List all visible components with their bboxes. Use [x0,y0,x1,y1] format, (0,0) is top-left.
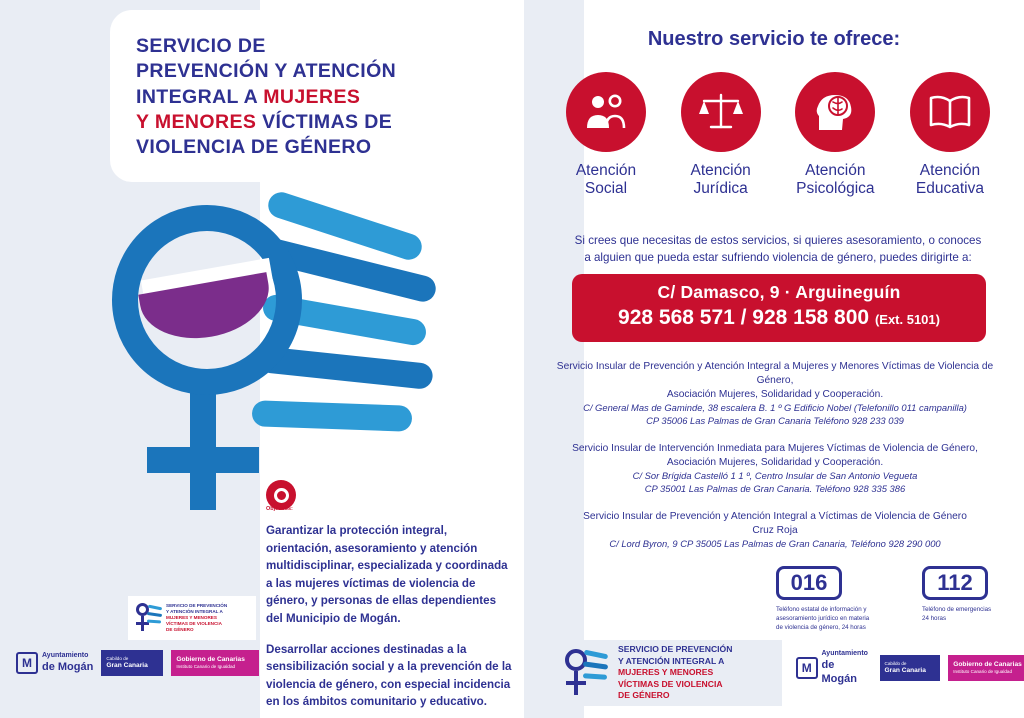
title-line-2: PREVENCIÓN Y ATENCIÓN [136,60,397,83]
contact-box [572,274,986,342]
service-item-juridica [667,72,775,199]
service-logo-right-line-1: SERVICIO DE PREVENCIÓN [618,644,733,655]
organizations-list [544,360,1006,565]
lead-line-2: a alguien que pueda estar sufriendo violencia de género, puedes dirigirte a: [584,251,972,265]
emergency-016-line-2: asesoramiento jurídico en materia [776,614,870,622]
service-item-educativa [896,72,1004,199]
mogan-logo-text [42,652,93,675]
service-logo-left-line-1: SERVICIO DE PREVENCIÓN [166,602,228,608]
service-label-social-1: Atención [575,162,637,179]
title-line-4 [136,110,430,135]
cabildo-line-2: Gran Canaria [106,661,148,669]
logo-gobierno-canarias-right [948,655,1024,681]
service-label-social [552,162,660,199]
service-logo-left-line-5: DE GÉNERO [166,627,194,633]
mogan-line-2: de Mogán [42,660,94,673]
mogan-mark-icon: M [16,652,38,674]
service-logo-right-line-2: Y ATENCIÓN INTEGRAL A [618,655,725,666]
service-item-social [552,72,660,199]
gobcan-right-line-2: Instituto Canario de Igualdad [953,669,1013,675]
open-book-icon [910,72,990,152]
logo-cabildo-gran-canaria-right [880,655,941,681]
org-2-addr-line-1: C/ Sor Brígida Castelló 1 1 º, Centro Insular de San Antonio Vegueta [632,470,918,482]
contact-phone-numbers: 928 568 571 / 928 158 800 [618,306,870,329]
service-symbol-icon [134,601,162,635]
mogan-mark-icon-right: M [796,657,818,679]
service-logo-left-line-2: Y ATENCIÓN INTEGRAL A [166,608,223,614]
service-label-psicologica-2: Psicológica [796,180,875,198]
lead-paragraph [568,232,988,267]
emergency-112-line-1: Teléfono de emergencias [922,606,992,613]
cabildo-right-line-2: Gran Canaria [884,666,926,674]
emergency-016-line-1: Teléfono estatal de información y [776,606,867,613]
cabildo-line-1: Cabildo de [106,656,129,662]
gobcan-line-2: Instituto Canario de Igualdad [176,664,236,670]
venus-cross [147,447,259,473]
org-3-name-line-2: Cruz Roja [752,525,798,537]
people-icon [566,72,646,152]
objective-2: Desarrollar acciones destinadas a la sensibilización social y a la prevención de la violencia de género, con especial incidencia en los ámbitos comunitario y educativo. [266,642,512,709]
service-logo-right-line-3: MUJERES Y MENORES [618,667,714,678]
objective-1: Garantizar la protección integral, orientación, asesoramiento y atención multidisciplinar, especializada y coordinada a las mujeres víctimas de violencia de género, y personas de ellas dependientes del Municipio de Mogán. [266,524,508,626]
service-label-educativa [896,162,1004,199]
scales-icon [681,72,761,152]
target-ring-icon [274,488,289,503]
title-line-4-highlight: Y MENORES [136,111,257,134]
objectives-text [266,522,512,711]
emergency-item-016 [776,566,886,633]
emergency-numbers [776,566,1024,633]
right-panel [524,0,1024,718]
offer-title: Nuestro servicio te ofrece: [647,28,901,50]
service-label-juridica [667,162,775,199]
title-line-5: VIOLENCIA DE GÉNERO [136,136,372,159]
org-1-name-line-1: Servicio Insular de Prevención y Atención Integral a Mujeres y Menores Víctimas de Violencia de Género, [556,361,994,387]
mogan-line-1: Ayuntamiento [42,651,89,659]
mogan-logo-text-right [822,650,872,686]
org-2-name-line-2: Asociación Mujeres, Solidaridad y Cooperación. [666,457,884,469]
head-brain-icon [795,72,875,152]
service-logo-right [552,640,782,706]
emergency-016-line-3: de violencia de género, 24 horas [776,623,866,631]
org-1-name-line-2: Asociación Mujeres, Solidaridad y Cooperación. [666,389,884,401]
logo-gobierno-canarias [171,650,259,676]
gobcan-right-line-1: Gobierno de Canarias [953,661,1022,669]
title-card [110,10,450,182]
logo-ayuntamiento-mogan [16,652,93,675]
venus-symbol-graphic [90,195,430,525]
service-symbol-icon-large [562,646,608,700]
org-1-addr-line-2: CP 35006 Las Palmas de Gran Canaria Teléfono 928 233 039 [646,415,904,427]
service-logo-right-line-5: DE GÉNERO [618,690,670,701]
institution-logos-right [796,650,1024,686]
organization-item-2 [544,442,1006,496]
service-label-psicologica [781,162,889,199]
service-logo-left-line-4: VÍCTIMAS DE VIOLENCIA [166,621,222,627]
emergency-number-112: 112 [922,566,988,600]
title-line-1: SERVICIO DE [136,35,266,57]
title-line-3 [136,85,430,110]
service-logo-left-line-3: MUJERES Y MENORES [166,614,217,620]
organization-item-3 [544,510,1006,551]
contact-extension: (Ext. 5101) [874,312,940,327]
title-line-3-plain: INTEGRAL A [136,85,264,108]
services-list [552,72,1004,199]
service-label-social-2: Social [584,180,628,198]
logo-ayuntamiento-mogan-right [796,650,872,686]
service-label-educativa-2: Educativa [915,180,984,198]
lead-line-1: Si crees que necesitas de estos servicios, si quieres asesoramiento, o conoces [574,234,982,247]
logo-cabildo-gran-canaria [101,650,163,676]
emergency-112-line-2: 24 horas [922,614,947,622]
service-logo-left-text [166,603,227,634]
organization-item-1 [544,360,1006,428]
mogan-right-line-1: Ayuntamiento [821,650,868,657]
cabildo-right-line-1: Cabildo de [884,661,907,667]
service-item-psicologica [781,72,889,199]
objectives-badge-label: Objetivos: [266,506,293,512]
emergency-number-016: 016 [776,566,842,600]
mogan-right-line-2: de Mogán [821,658,857,685]
service-label-educativa-1: Atención [919,162,981,179]
title-line-3-highlight: MUJERES [263,85,361,108]
service-label-juridica-1: Atención [690,162,751,179]
org-1-addr-line-1: C/ General Mas de Gaminde, 38 escalera B. 1 º G Edificio Nobel (Telefonillo 011 campanilla) [583,402,967,414]
gobcan-line-1: Gobierno de Canarias [176,656,245,664]
contact-phones [572,306,986,330]
org-2-name-line-1: Servicio Insular de Intervención Inmediata para Mujeres Víctimas de Violencia de Género, [572,443,978,455]
contact-address: C/ Damasco, 9 · Arguineguín [657,282,901,302]
emergency-desc-016 [776,606,886,633]
service-logo-left [128,596,256,640]
service-logo-right-text [618,644,732,702]
service-logo-right-line-4: VÍCTIMAS DE VIOLENCIA [618,678,723,689]
title-line-4-plain: VÍCTIMAS DE [256,111,393,134]
service-label-psicologica-1: Atención [805,162,866,179]
org-3-name-line-1: Servicio Insular de Prevención y Atención Integral a Víctimas de Violencia de Género [583,511,967,523]
org-2-addr-line-2: CP 35001 Las Palmas de Gran Canaria. Teléfono 928 335 386 [644,483,906,495]
emergency-desc-112 [922,606,1024,624]
emergency-item-112 [922,566,1024,633]
service-label-juridica-2: Jurídica [693,180,748,198]
wave-5 [252,400,413,432]
institution-logos-left [16,650,259,676]
org-3-addr-line-1: C/ Lord Byron, 9 CP 35005 Las Palmas de Gran Canaria, Teléfono 928 290 000 [609,538,941,550]
